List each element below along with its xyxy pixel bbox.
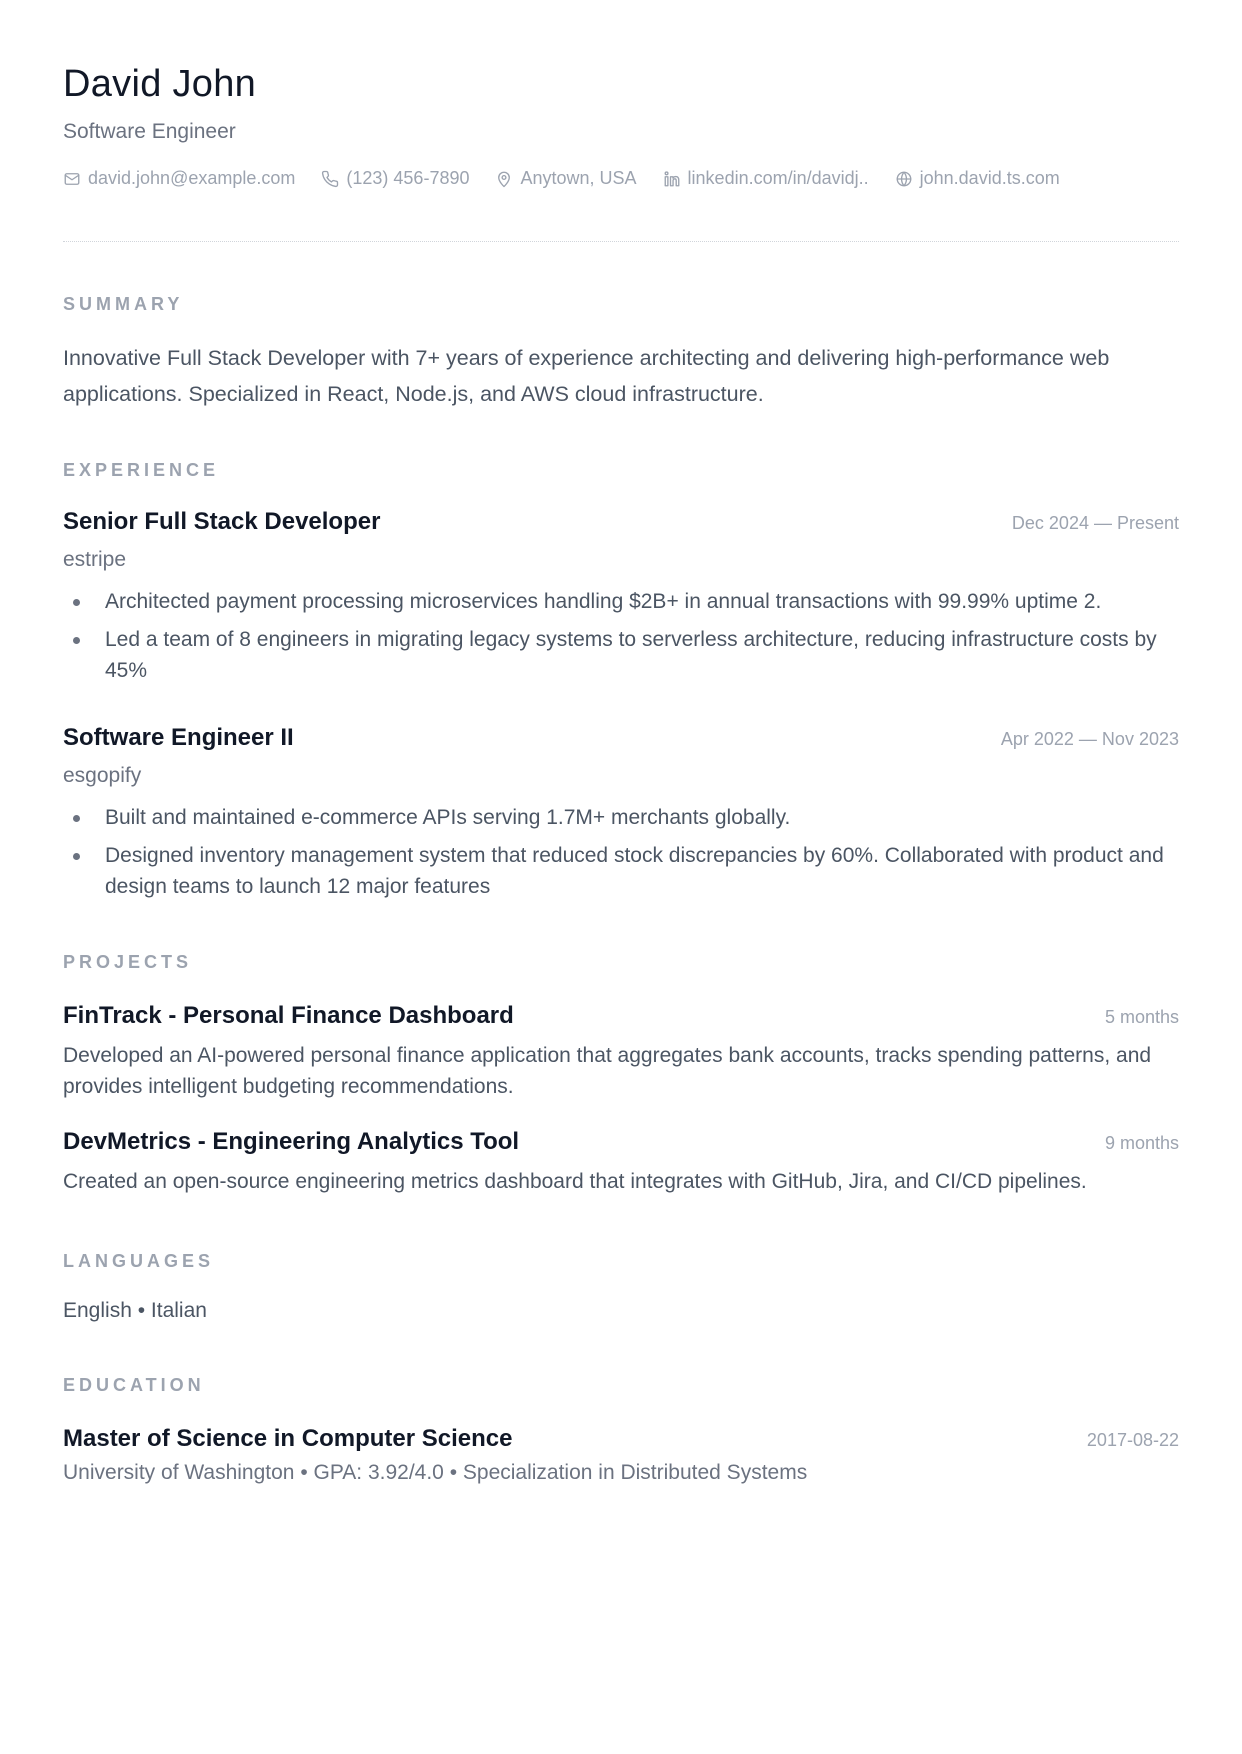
project-description: Developed an AI-powered personal finance application that aggregates bank accounts, tracks spending patterns, and provides intelligent budgeting recommendations. [63,1044,1152,1098]
experience-item [63,722,1179,902]
job-bullet: Architected payment processing microservices handling $2B+ in annual transactions with 99.99% uptime 2. [105,586,1179,617]
project-item [63,1126,1179,1197]
phone-icon [321,170,339,188]
candidate-role: Software Engineer [63,120,236,143]
job-dates: Apr 2022 — Nov 2023 [1000,729,1179,749]
candidate-name: David John [63,63,257,105]
job-bullets [63,586,1179,686]
project-item [63,1000,1179,1102]
contact-website[interactable] [895,168,1060,189]
contact-bar [63,168,1179,189]
section-title-languages: LANGUAGES [63,1251,215,1271]
project-item-header [63,1126,1179,1158]
job-bullet: Designed inventory management system that reduced stock discrepancies by 60%. Collaborated with product and design teams to launch 12 major features [105,840,1179,902]
section-title-summary: SUMMARY [63,294,184,314]
contact-location-text: Anytown, USA [520,168,637,188]
contact-email[interactable] [63,168,295,189]
languages-list: English • Italian [63,1299,207,1322]
projects-section [63,950,1179,1197]
globe-icon [895,170,913,188]
job-title: Senior Full Stack Developer [63,508,381,535]
job-bullet: Led a team of 8 engineers in migrating legacy systems to serverless architecture, reducing infrastructure costs by 45% [105,624,1179,686]
section-title-education: EDUCATION [63,1375,205,1395]
project-name: FinTrack - Personal Finance Dashboard [63,1002,514,1029]
experience-item [63,506,1179,686]
project-duration: 5 months [1104,1007,1179,1027]
company-name: estripe [63,548,127,571]
education-details: University of Washington • GPA: 3.92/4.0 • Specialization in Distributed Systems [63,1461,808,1484]
languages-section [63,1249,1179,1325]
experience-item-header [63,722,1179,754]
job-dates: Dec 2024 — Present [1011,513,1179,533]
education-item [63,1423,1179,1487]
contact-phone[interactable] [321,168,469,189]
education-section [63,1373,1179,1487]
project-description: Created an open-source engineering metrics dashboard that integrates with GitHub, Jira, and CI/CD pipelines. [63,1170,1087,1193]
company-name: esgopify [63,764,142,787]
contact-email-text: david.john@example.com [88,168,296,188]
contact-website-text: john.david.ts.com [919,168,1060,188]
summary-text: Innovative Full Stack Developer with 7+ years of experience architecting and delivering high-performance web applications. Specialized in React, Node.js, and AWS cloud infrastructure. [63,346,1110,406]
project-duration: 9 months [1104,1133,1179,1153]
degree-name: Master of Science in Computer Science [63,1425,513,1452]
education-item-header [63,1423,1179,1455]
section-title-projects: PROJECTS [63,952,193,972]
contact-phone-text: (123) 456-7890 [346,168,470,188]
graduation-date: 2017-08-22 [1086,1430,1179,1450]
project-name: DevMetrics - Engineering Analytics Tool [63,1128,520,1155]
resume-header [63,60,1179,189]
contact-linkedin-text: linkedin.com/in/davidj.. [687,168,869,188]
experience-section [63,458,1179,902]
project-item-header [63,1000,1179,1032]
map-pin-icon [495,170,513,188]
job-title: Software Engineer II [63,724,294,751]
contact-linkedin[interactable] [663,168,869,189]
experience-item-header [63,506,1179,538]
job-bullet: Built and maintained e-commerce APIs serving 1.7M+ merchants globally. [105,802,1179,833]
job-bullets [63,802,1179,902]
section-title-experience: EXPERIENCE [63,460,220,480]
header-divider [63,241,1179,242]
mail-icon [63,170,81,188]
linkedin-icon [663,170,681,188]
contact-location [495,168,636,189]
summary-section [63,292,1179,412]
